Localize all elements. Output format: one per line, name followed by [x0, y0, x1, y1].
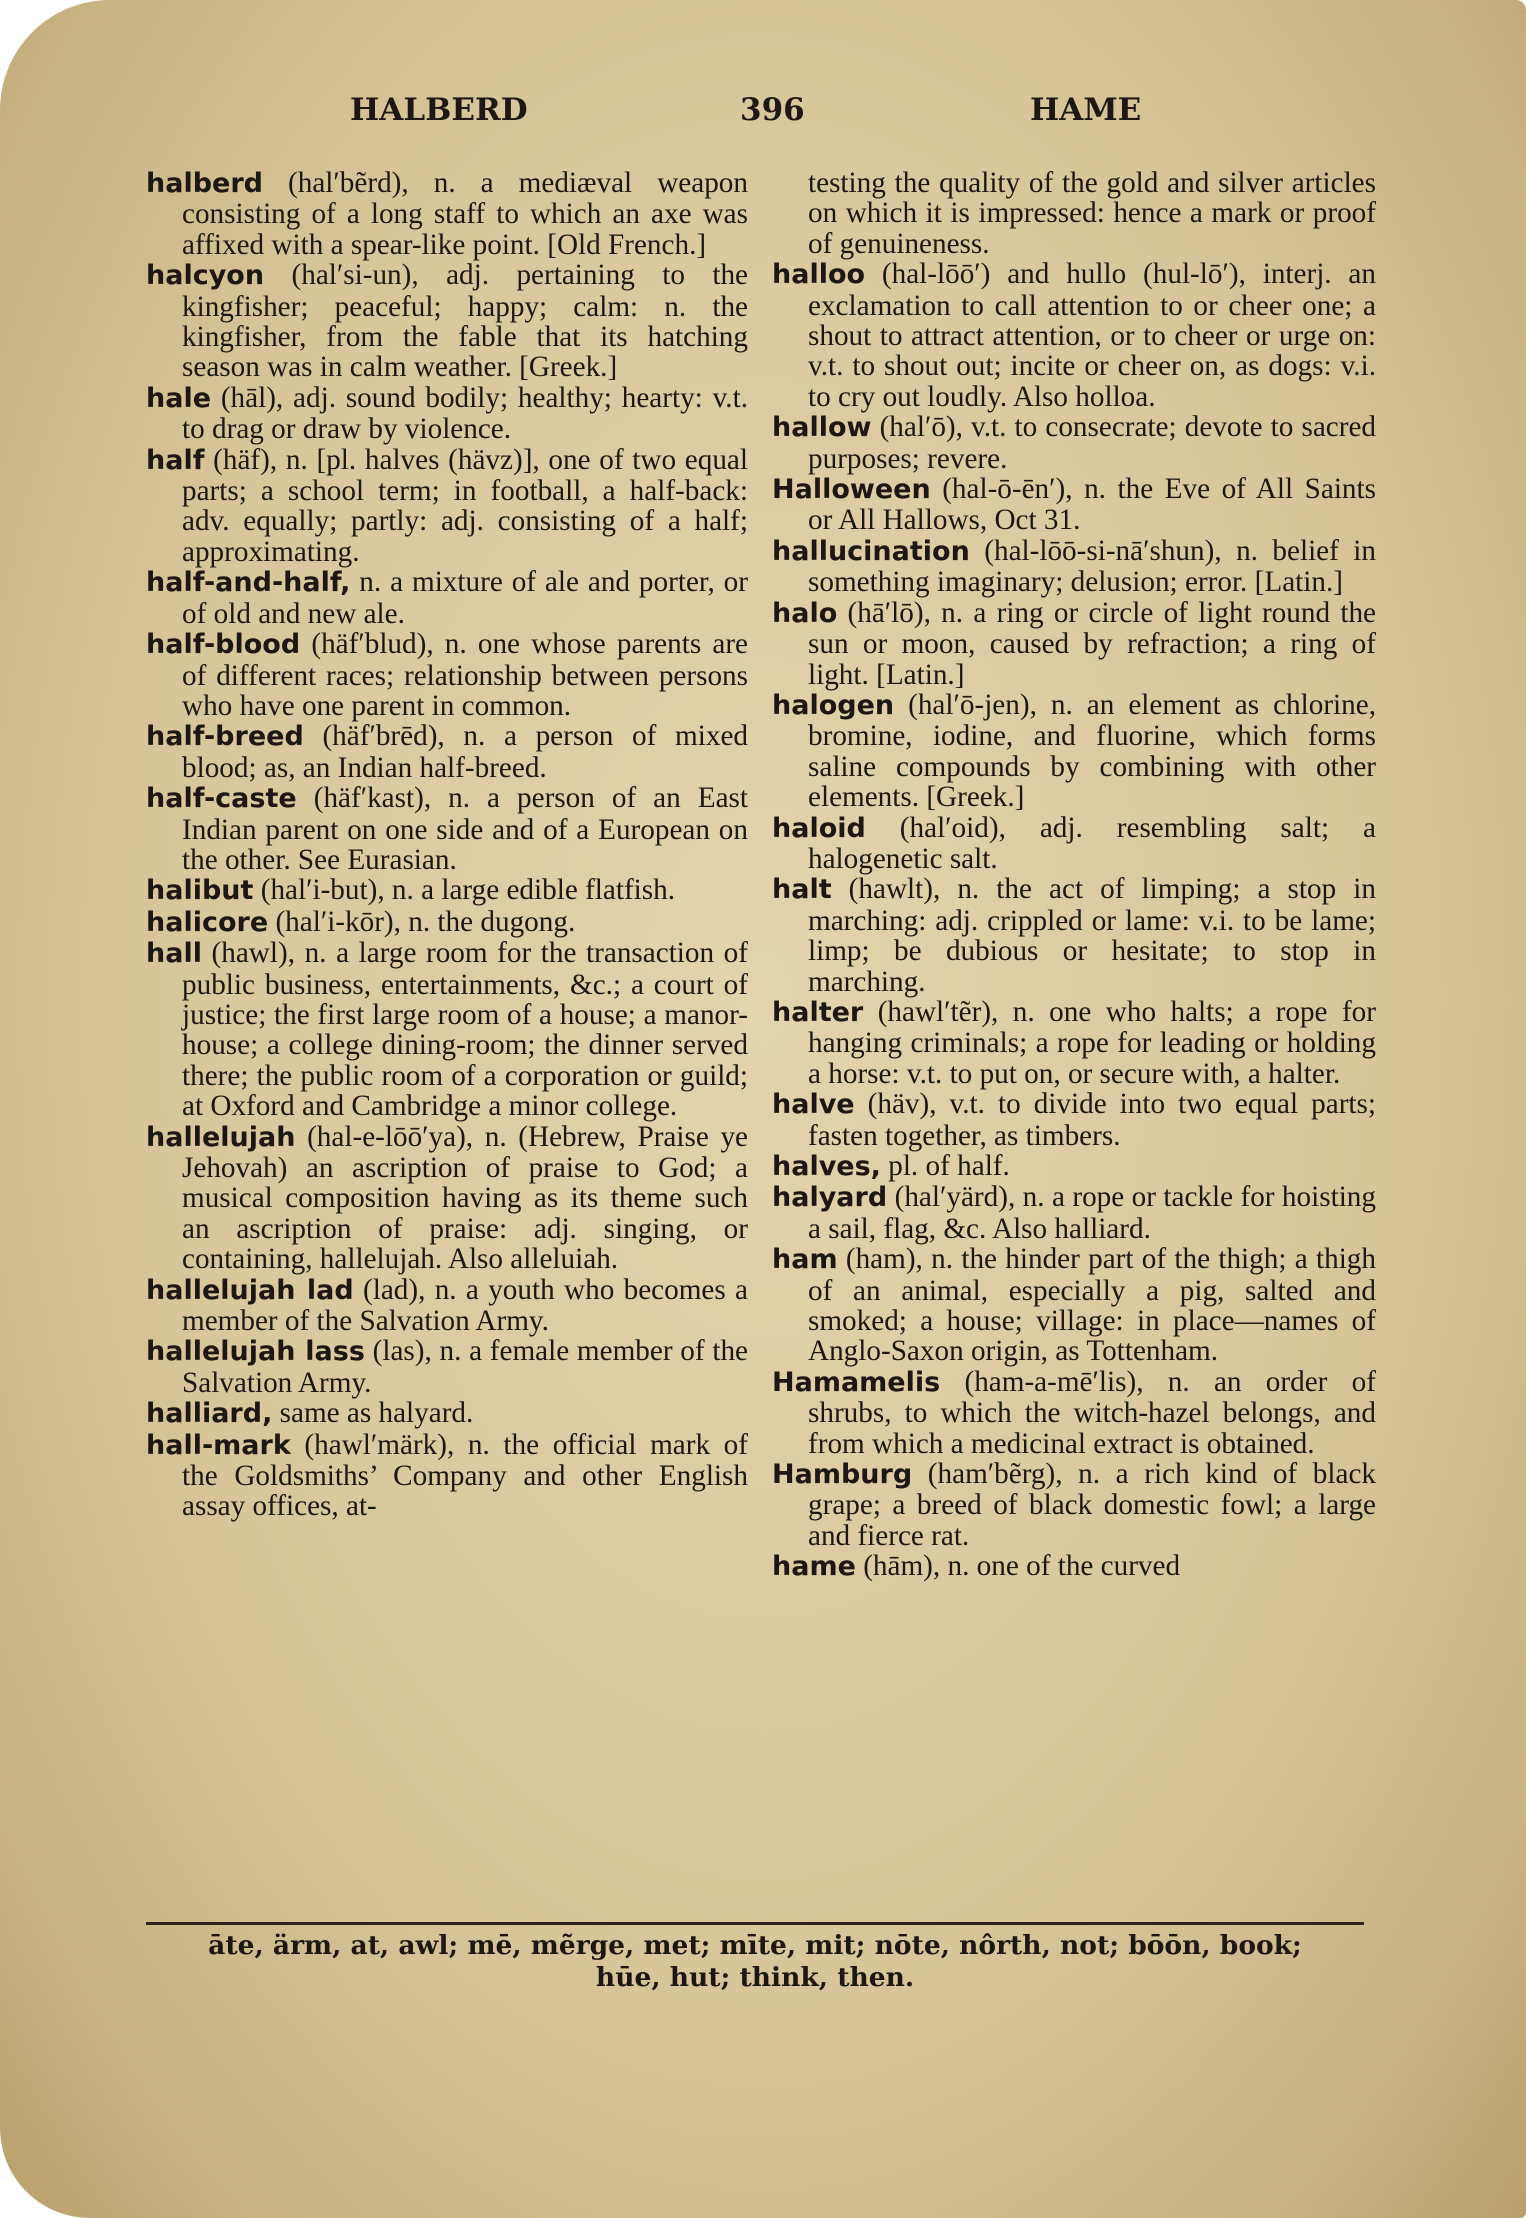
dictionary-entry [146, 721, 748, 783]
dictionary-entry [146, 383, 748, 445]
entry-definition: (hal′i-but), n. a large edible flatfish. [253, 874, 676, 907]
dictionary-entry [146, 445, 748, 568]
entry-headword: halogen [772, 689, 895, 721]
entry-headword: ham [772, 1244, 838, 1276]
dictionary-entry [772, 259, 1376, 412]
dictionary-entry [146, 1336, 748, 1398]
dictionary-entry [772, 598, 1376, 690]
header-last-word: HAME [1030, 92, 1142, 128]
entry-headword: Hamburg [772, 1459, 913, 1491]
entry-definition: (hām), n. one of the curved [855, 1550, 1181, 1583]
entry-definition: (hawlt), n. the act of limping; a stop in marching: adj. crippled or lame: v.i. to be lame; limp; be dubious or hesitate; to stop in marching. [808, 873, 1376, 998]
entry-headword: halcyon [146, 260, 265, 292]
entry-definition: testing the quality of the gold and silver articles on which it is impressed: hence a mark or proof of genuineness. [808, 167, 1376, 260]
entry-definition: (häf′brēd), n. a person of mixed blood; as, an Indian half-breed. [182, 720, 748, 784]
entry-headword: halve [772, 1089, 855, 1121]
dictionary-entry [772, 412, 1376, 474]
dictionary-entry [146, 938, 748, 1121]
dictionary-entry [146, 783, 748, 875]
left-column [146, 168, 748, 1522]
entry-headword: halliard, [146, 1398, 273, 1430]
entry-headword: Hamamelis [772, 1366, 941, 1398]
dictionary-entry [146, 1122, 748, 1275]
right-column [772, 168, 1376, 1583]
entry-headword: hall [146, 938, 202, 970]
dictionary-entry [772, 168, 1376, 259]
dictionary-entry [146, 567, 748, 629]
entry-definition: (hal′oid), adj. resembling salt; a halogenetic salt. [808, 811, 1376, 875]
entry-definition: (ham-a-mē′lis), n. an order of shrubs, to which the witch-hazel belongs, and from which a medicinal extract is obtained. [808, 1365, 1376, 1460]
dictionary-entry [772, 1551, 1376, 1582]
entry-definition: (hal-lōō′) and hullo (hul-lō′), interj. an exclamation to call attention to or cheer one; a shout to attract attention, or to cheer or urge on: v.t. to shout out; incite or cheer on, as dogs: v.i. to cry out loudly. Also holloa. [808, 258, 1376, 413]
entry-definition: (hal′ō-jen), n. an element as chlorine, bromine, iodine, and fluorine, which forms saline compounds by combining with other elements. [Greek.] [808, 688, 1376, 814]
entry-headword: half-and-half, [146, 567, 351, 599]
entry-definition: (hāl), adj. sound bodily; healthy; hearty: v.t. to drag or draw by violence. [182, 381, 748, 446]
entry-headword: halt [772, 874, 832, 906]
entry-headword: halter [772, 996, 864, 1028]
entry-definition: (hawl′märk), n. the official mark of the Goldsmiths’ Company and other English assay offices, at- [182, 1428, 748, 1523]
dictionary-entry [146, 260, 748, 383]
entry-definition: (hā′lō), n. a ring or circle of light round the sun or moon, caused by refraction; a ring of light. [Latin.] [808, 596, 1376, 691]
pronunciation-key-line-2: hūe, hut; think, then. [595, 1962, 915, 1993]
entry-headword: halyard [772, 1182, 888, 1214]
entry-headword: hall-mark [146, 1429, 291, 1461]
entry-definition: (hawl), n. a large room for the transaction of public business, entertainments, &c.; a court of justice; the first large room of a house; a manor-house; a college dining-room; the dinner served there; the public room of a corporation or guild; at Oxford and Cambridge a minor college. [182, 937, 748, 1123]
dictionary-entry [146, 907, 748, 938]
entry-definition: (hal′bẽrd), n. a mediæval weapon consisting of a long staff to which an axe was affixed with a spear-like point. [Old French.] [182, 167, 748, 261]
entry-definition: (hal-lōō-si-nā′shun), n. belief in something imaginary; delusion; error. [Latin.] [808, 534, 1376, 599]
entry-headword: halberd [146, 168, 263, 199]
entry-definition: (häf), n. [pl. halves (hävz)], one of two equal parts; a school term; in football, a half-back: adv. equally; partly: adj. consisting of a half; approximating. [182, 443, 748, 568]
entry-definition: (hal-e-lōō′ya), n. (Hebrew, Praise ye Jehovah) an ascription of praise to God; a musical composition having as its theme such an ascription of praise: adj. singing, or containing, hallelujah. Also alleluiah. [182, 1120, 748, 1276]
entry-definition: (hal′si-un), adj. pertaining to the kingfisher; peaceful; happy; calm: n. the kingfisher, from the fable that its hatching season was in calm weather. [Greek.] [182, 259, 748, 384]
dictionary-entry [772, 874, 1376, 997]
entry-headword: haloid [772, 812, 866, 844]
entry-definition: (ham), n. the hinder part of the thigh; a thigh of an animal, especially a pig, salted and smoked; a house; village: in place—names of Anglo-Saxon origin, as Tottenham. [808, 1243, 1376, 1368]
entry-definition: (las), n. a female member of the Salvation Army. [182, 1335, 748, 1399]
entry-headword: half [146, 444, 205, 476]
entry-headword: hallelujah lad [146, 1274, 354, 1306]
dictionary-entry [772, 536, 1376, 598]
entry-headword: half-breed [146, 721, 304, 753]
entry-headword: halo [772, 597, 838, 629]
entry-headword: hallow [772, 412, 872, 444]
entry-headword: hallucination [772, 535, 970, 567]
dictionary-entry [772, 1089, 1376, 1151]
entry-headword: hallelujah lass [146, 1336, 365, 1368]
entry-definition: pl. of half. [880, 1150, 1010, 1182]
dictionary-entry [772, 474, 1376, 536]
pronunciation-key [146, 1930, 1364, 1994]
entry-headword: half-blood [146, 629, 301, 661]
entry-definition: (ham′bẽrg), n. a rich kind of black grape; a breed of black domestic fowl; a large and fierce rat. [808, 1458, 1376, 1552]
dictionary-entry [772, 1151, 1376, 1182]
dictionary-entry [772, 1459, 1376, 1551]
entry-headword: halloo [772, 259, 866, 291]
entry-headword: hame [772, 1551, 856, 1583]
entry-definition: (hal-ō-ēn′), n. the Eve of All Saints or All Hallows, Oct 31. [808, 473, 1376, 537]
dictionary-entry [772, 1182, 1376, 1244]
entry-definition: (häf′blud), n. one whose parents are of different races; relationship between persons who have one parent in common. [182, 628, 748, 722]
running-header [150, 92, 1380, 140]
footer-rule [146, 1922, 1364, 1925]
entry-definition: (hal′i-kōr), n. the dugong. [268, 905, 576, 938]
header-first-word: HALBERD [350, 92, 528, 128]
entry-definition: (lad), n. a youth who becomes a member of the Salvation Army. [182, 1273, 748, 1338]
dictionary-entry [146, 1275, 748, 1337]
entry-definition: (häv), v.t. to divide into two equal parts; fasten together, as timbers. [808, 1088, 1376, 1152]
dictionary-entry [772, 690, 1376, 813]
dictionary-entry [772, 1367, 1376, 1459]
entry-definition: n. a mixture of ale and porter, or of old and new ale. [182, 566, 748, 630]
entry-definition: (hawl′tẽr), n. one who halts; a rope for hanging criminals; a rope for leading or holding a horse: v.t. to put on, or secure with, a halter. [808, 995, 1376, 1090]
entry-headword: halicore [146, 906, 269, 938]
dictionary-entry [146, 1430, 748, 1522]
dictionary-entry [146, 629, 748, 721]
entry-definition: same as halyard. [272, 1397, 474, 1430]
dictionary-entry [146, 1398, 748, 1429]
entry-headword: halves, [772, 1151, 881, 1182]
dictionary-entry [146, 875, 748, 906]
entry-definition: (hal′ō), v.t. to consecrate; devote to sacred purposes; revere. [808, 411, 1376, 475]
entry-headword: half-caste [146, 783, 297, 815]
dictionary-entry [146, 168, 748, 260]
entry-headword: hale [146, 382, 212, 414]
dictionary-entry [772, 997, 1376, 1089]
entry-headword: hallelujah [146, 1121, 296, 1153]
entry-definition: (häf′kast), n. a person of an East Indian parent on one side and of a European on the other. See Eurasian. [182, 782, 748, 876]
page-number: 396 [740, 92, 805, 128]
dictionary-entry [772, 1244, 1376, 1367]
entry-headword: halibut [146, 875, 254, 907]
entry-definition: (hal′yärd), n. a rope or tackle for hoisting a sail, flag, &c. Also halliard. [808, 1181, 1376, 1245]
entry-headword: Halloween [772, 474, 931, 506]
dictionary-entry [772, 813, 1376, 875]
pronunciation-key-line-1: āte, ärm, at, awl; mē, mẽrge, met; mīte, mit; nōte, nôrth, not; bōōn, book; [208, 1930, 1302, 1961]
